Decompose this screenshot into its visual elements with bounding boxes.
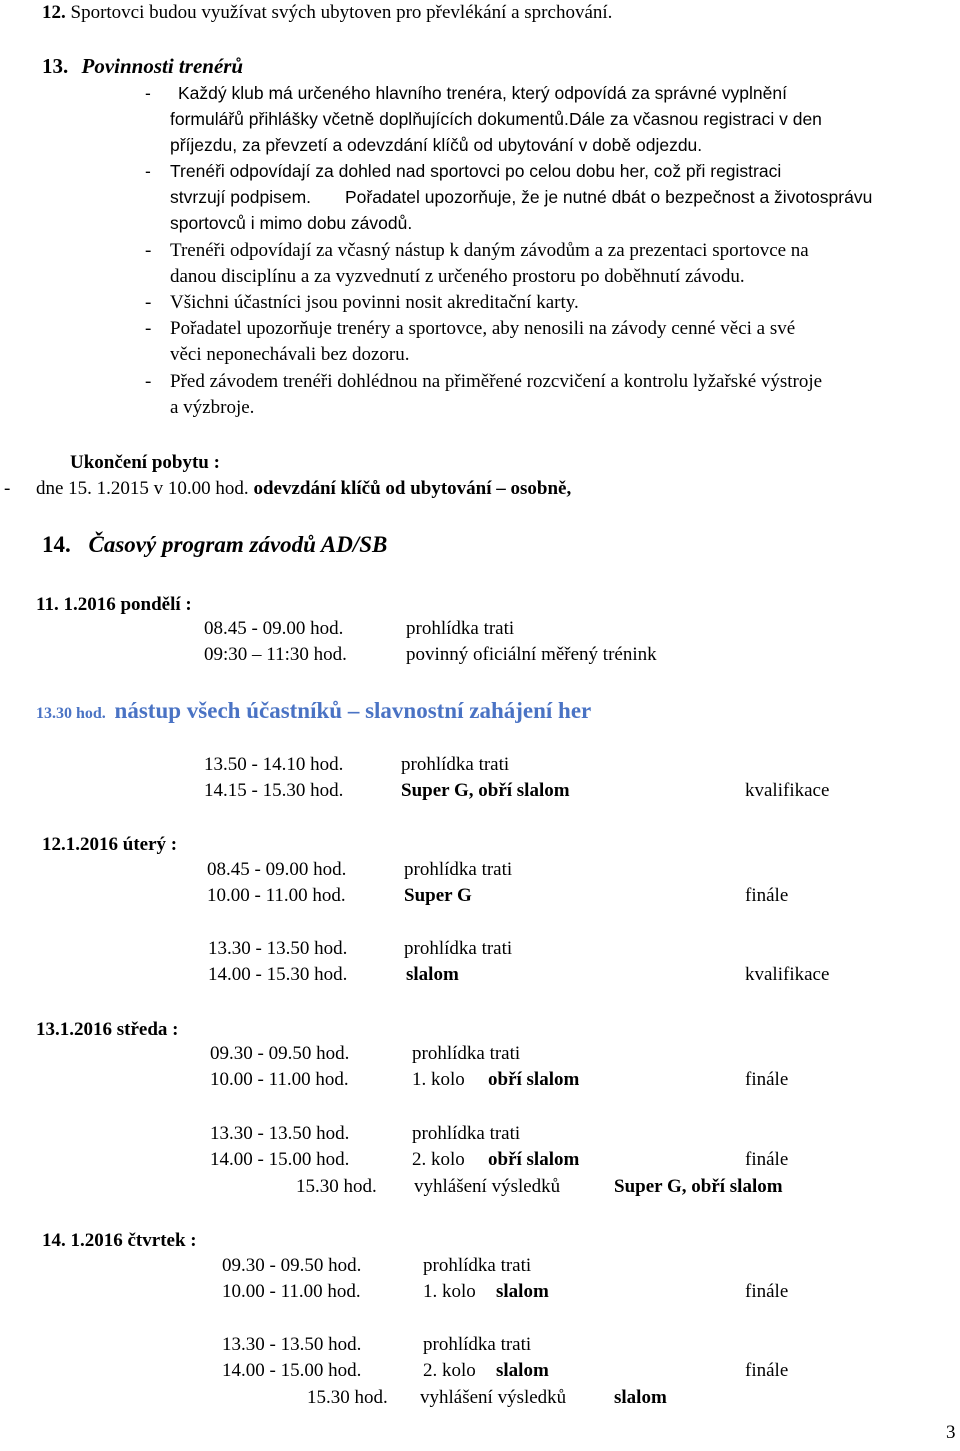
end-of-stay-date: dne 15. 1.2015 v 10.00 hod. <box>36 478 249 499</box>
schedule-row <box>0 1385 960 1411</box>
row-round: 1. kolo <box>423 1281 476 1302</box>
row-activity: Super G, obří slalom <box>401 780 570 801</box>
schedule-row <box>0 857 960 883</box>
section-14-number: 14. <box>42 532 71 557</box>
schedule-row <box>0 616 960 642</box>
row-activity: vyhlášení výsledků <box>414 1176 561 1197</box>
row-time: 10.00 - 11.00 hod. <box>210 1069 349 1090</box>
row-discipline: slalom <box>614 1387 667 1408</box>
row-time: 14.00 - 15.00 hod. <box>210 1149 350 1170</box>
schedule-row <box>0 1067 960 1093</box>
bullet-dash: - <box>145 240 152 261</box>
row-stage: kvalifikace <box>745 964 830 985</box>
row-time: 13.30 - 13.50 hod. <box>210 1123 350 1144</box>
row-time: 10.00 - 11.00 hod. <box>207 885 346 906</box>
duty-6-line-2: a výzbroje. <box>170 397 255 418</box>
row-activity: prohlídka trati <box>412 1123 521 1144</box>
row-time: 09.30 - 09.50 hod. <box>222 1255 362 1276</box>
schedule-row <box>0 1332 960 1358</box>
row-activity: slalom <box>496 1360 549 1381</box>
page-number: 3 <box>946 1422 956 1443</box>
bullet-dash: - <box>145 318 152 339</box>
row-activity: Super G <box>404 885 472 906</box>
row-activity: prohlídka trati <box>404 938 513 959</box>
row-time: 13.30 - 13.50 hod. <box>208 938 348 959</box>
row-time: 14.15 - 15.30 hod. <box>204 780 344 801</box>
row-round: 1. kolo <box>412 1069 465 1090</box>
row-discipline: Super G, obří slalom <box>614 1176 783 1197</box>
opening-time: 13.30 hod. <box>36 705 106 722</box>
duty-2-line-2: stvrzují podpisem. <box>170 187 312 207</box>
row-time: 09:30 – 11:30 hod. <box>204 644 347 665</box>
row-activity: povinný oficiální měřený trénink <box>406 644 657 665</box>
row-activity: obří slalom <box>488 1149 580 1170</box>
day-1-header: 11. 1.2016 pondělí : <box>36 594 192 615</box>
row-time: 14.00 - 15.00 hod. <box>222 1360 362 1381</box>
day-4-header: 14. 1.2016 čtvrtek : <box>42 1230 197 1251</box>
schedule-row <box>0 642 960 668</box>
opening-text: nástup všech účastníků – slavnostní zahájení her <box>114 698 592 723</box>
row-stage: finále <box>745 1360 789 1381</box>
row-activity: prohlídka trati <box>404 859 513 880</box>
row-round: 2. kolo <box>423 1360 476 1381</box>
row-activity: prohlídka trati <box>406 618 515 639</box>
row-activity: prohlídka trati <box>423 1255 532 1276</box>
section-12-text: Sportovci budou využívat svých ubytoven pro převlékání a sprchování. <box>70 2 613 23</box>
row-activity: prohlídka trati <box>423 1334 532 1355</box>
section-14-title: Časový program závodů AD/SB <box>88 532 388 557</box>
row-round: 2. kolo <box>412 1149 465 1170</box>
duty-1-line-3: příjezdu, za převzetí a odevzdání klíčů od ubytování v době odjezdu. <box>170 135 703 155</box>
section-13-number: 13. <box>42 54 69 78</box>
end-of-stay-note: odevzdání klíčů od ubytování – osobně, <box>253 478 572 499</box>
row-stage: finále <box>745 1281 789 1302</box>
row-time: 15.30 hod. <box>307 1387 388 1408</box>
bullet-dash: - <box>145 161 151 181</box>
duty-5-line-2: věci neponechávali bez dozoru. <box>170 344 410 365</box>
schedule-row <box>0 1041 960 1067</box>
duty-2-line-1: Trenéři odpovídají za dohled nad sportovci po celou dobu her, což při registraci <box>170 161 782 181</box>
duty-1-line-1: Každý klub má určeného hlavního trenéra, který odpovídá za správné vyplnění <box>178 83 787 103</box>
duty-5-line-1: Pořadatel upozorňuje trenéry a sportovce, aby nenosili na závody cenné věci a své <box>170 318 796 339</box>
section-12-number: 12. <box>42 2 66 23</box>
row-stage: finále <box>745 1069 789 1090</box>
schedule-row <box>0 883 960 909</box>
row-time: 09.30 - 09.50 hod. <box>210 1043 350 1064</box>
row-activity: obří slalom <box>488 1069 580 1090</box>
row-time: 13.30 - 13.50 hod. <box>222 1334 362 1355</box>
duty-1-line-2: formulářů přihlášky včetně doplňujících dokumentů. <box>170 109 569 129</box>
row-activity: prohlídka trati <box>401 754 510 775</box>
opening-ceremony-row <box>36 700 591 725</box>
bullet-dash: - <box>145 83 151 103</box>
duty-1-line-2b: Dále za včasnou registraci v den <box>569 109 822 129</box>
row-activity: prohlídka trati <box>412 1043 521 1064</box>
section-13-heading <box>42 55 243 77</box>
schedule-row <box>0 936 960 962</box>
schedule-row <box>0 752 960 778</box>
schedule-row <box>0 962 960 988</box>
schedule-row <box>0 778 960 804</box>
row-time: 15.30 hod. <box>296 1176 377 1197</box>
row-stage: finále <box>745 1149 789 1170</box>
end-of-stay-row <box>36 478 571 500</box>
end-of-stay-title: Ukončení pobytu : <box>70 452 220 473</box>
schedule-row <box>0 1174 960 1200</box>
row-stage: finále <box>745 885 789 906</box>
day-3-header: 13.1.2016 středa : <box>36 1019 179 1040</box>
day-2-header: 12.1.2016 úterý : <box>42 834 178 855</box>
row-stage: kvalifikace <box>745 780 830 801</box>
section-12 <box>42 2 612 24</box>
duty-2-line-2b: Pořadatel upozorňuje, že je nutné dbát o bezpečnost a životosprávu <box>345 187 873 207</box>
duty-2-line-3: sportovců i mimo dobu závodů. <box>170 213 413 233</box>
row-time: 10.00 - 11.00 hod. <box>222 1281 361 1302</box>
duty-6-line-1: Před závodem trenéři dohlédnou na přiměřené rozcvičení a kontrolu lyžařské výstroje <box>170 371 823 392</box>
schedule-row <box>0 1121 960 1147</box>
row-time: 13.50 - 14.10 hod. <box>204 754 344 775</box>
end-of-stay-dash: - <box>4 478 11 499</box>
duty-3-line-1: Trenéři odpovídají za včasný nástup k daným závodům a za prezentaci sportovce na <box>170 240 809 261</box>
schedule-row <box>0 1253 960 1279</box>
duty-4-line-1: Všichni účastníci jsou povinni nosit akreditační karty. <box>170 292 579 313</box>
row-time: 08.45 - 09.00 hod. <box>204 618 344 639</box>
row-activity: slalom <box>406 964 459 985</box>
bullet-dash: - <box>145 292 152 313</box>
row-time: 14.00 - 15.30 hod. <box>208 964 348 985</box>
row-time: 08.45 - 09.00 hod. <box>207 859 347 880</box>
section-13-title: Povinnosti trenérů <box>81 54 244 78</box>
row-activity: vyhlášení výsledků <box>420 1387 567 1408</box>
duty-3-line-2: danou disciplínu a za vyzvednutí z určeného prostoru po doběhnutí závodu. <box>170 266 745 287</box>
row-activity: slalom <box>496 1281 549 1302</box>
schedule-row <box>0 1358 960 1384</box>
schedule-row <box>0 1147 960 1173</box>
section-14-heading <box>42 532 387 558</box>
schedule-row <box>0 1279 960 1305</box>
bullet-dash: - <box>145 371 152 392</box>
